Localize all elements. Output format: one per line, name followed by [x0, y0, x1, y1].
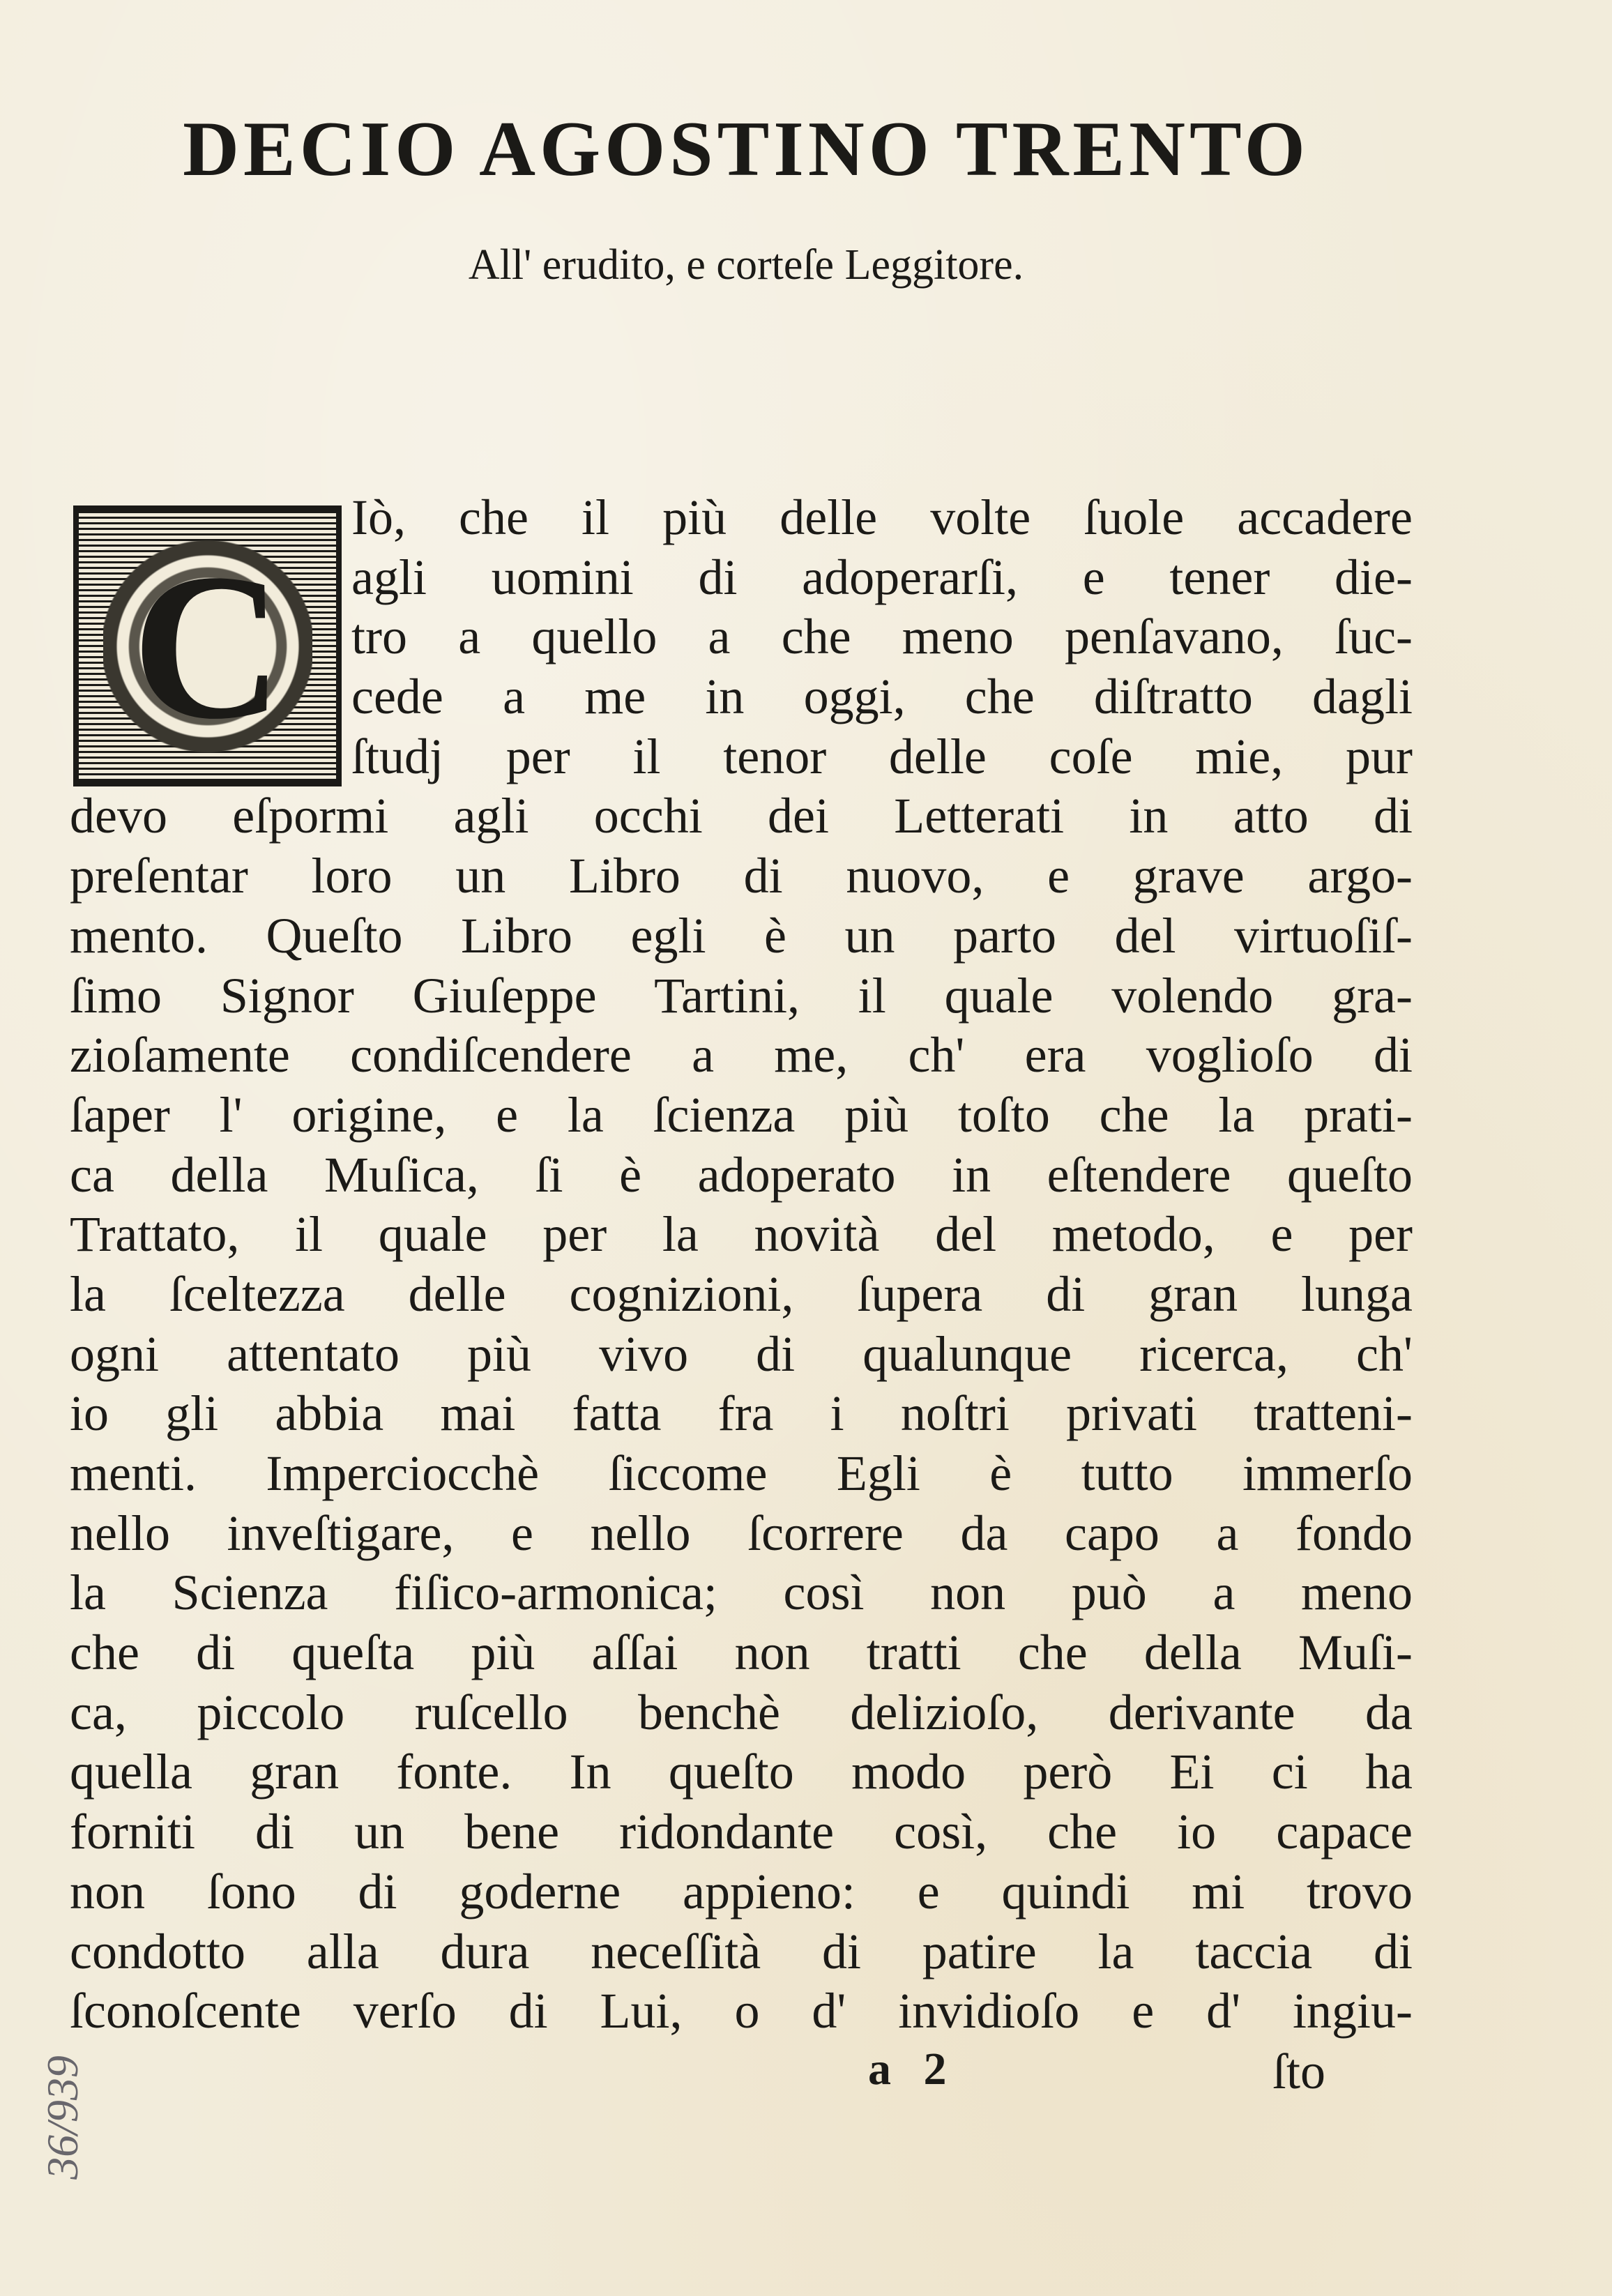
text-line: ogni attentato più vivo di qualunque ricerca, ch': [70, 1325, 1413, 1382]
text-line: Trattato, il quale per la novità del metodo, e per: [70, 1206, 1413, 1263]
text-line: quella gran fonte. In queſto modo però Ei ci ha: [70, 1744, 1413, 1800]
text-line: zioſamente condiſcendere a me, ch' era voglioſo di: [70, 1027, 1413, 1084]
text-line: forniti di un bene ridondante così, che io capace: [70, 1804, 1413, 1860]
text-line: nello inveſtigare, e nello ſcorrere da capo a fondo: [70, 1505, 1413, 1561]
page-title: DECIO AGOSTINO TRENTO: [183, 106, 1309, 192]
text-line: cede a me in oggi, che diſtratto dagli: [351, 669, 1413, 725]
signature-mark: a 2: [868, 2044, 947, 2094]
handwritten-margin-note: 36/939: [38, 2055, 87, 2180]
catchword: ſto: [1272, 2044, 1326, 2099]
text-line: la ſceltezza delle cognizioni, ſupera di gran lunga: [70, 1265, 1413, 1322]
text-line: mento. Queſto Libro egli è un parto del virtuoſiſ-: [70, 907, 1413, 964]
text-line: ſconoſcente verſo di Lui, o d' invidioſo e d' ingiu-: [70, 1983, 1413, 2039]
text-line: preſentar loro un Libro di nuovo, e grave argo-: [70, 848, 1413, 904]
text-line: tro a quello a che meno penſavano, ſuc-: [351, 609, 1413, 665]
body-text: [70, 488, 1413, 2042]
text-line: ſimo Signor Giuſeppe Tartini, il quale volendo gra-: [70, 967, 1413, 1024]
text-line: agli uomini di adoperarſi, e tener die-: [351, 549, 1413, 605]
text-line: devo eſpormi agli occhi dei Letterati in atto di: [70, 788, 1413, 844]
text-line: menti. Imperciocchè ſiccome Egli è tutto immerſo: [70, 1445, 1413, 1501]
text-line: ca, piccolo ruſcello benchè delizioſo, derivante da: [70, 1684, 1413, 1740]
text-line: ſtudj per il tenor delle coſe mie, pur: [351, 728, 1413, 784]
drop-cap-letter: C: [132, 530, 283, 762]
text-line: la Scienza fiſico-armonica; così non può a meno: [70, 1565, 1413, 1621]
text-line: non ſono di goderne appieno: e quindi mi trovo: [70, 1863, 1413, 1919]
text-line: che di queſta più aſſai non tratti che della Muſi-: [70, 1625, 1413, 1681]
text-line: ſaper l' origine, e la ſcienza più toſto che la prati-: [70, 1086, 1413, 1143]
text-line: io gli abbia mai fatta fra i noſtri privati tratteni-: [70, 1385, 1413, 1442]
text-line: Iò, che il più delle volte ſuole accadere: [351, 489, 1413, 545]
page-subtitle: All' erudito, e corteſe Leggitore.: [468, 241, 1024, 289]
text-line: ca della Muſica, ſi è adoperato in eſtendere queſto: [70, 1146, 1413, 1203]
text-line: condotto alla dura neceſſità di patire la taccia di: [70, 1923, 1413, 1979]
